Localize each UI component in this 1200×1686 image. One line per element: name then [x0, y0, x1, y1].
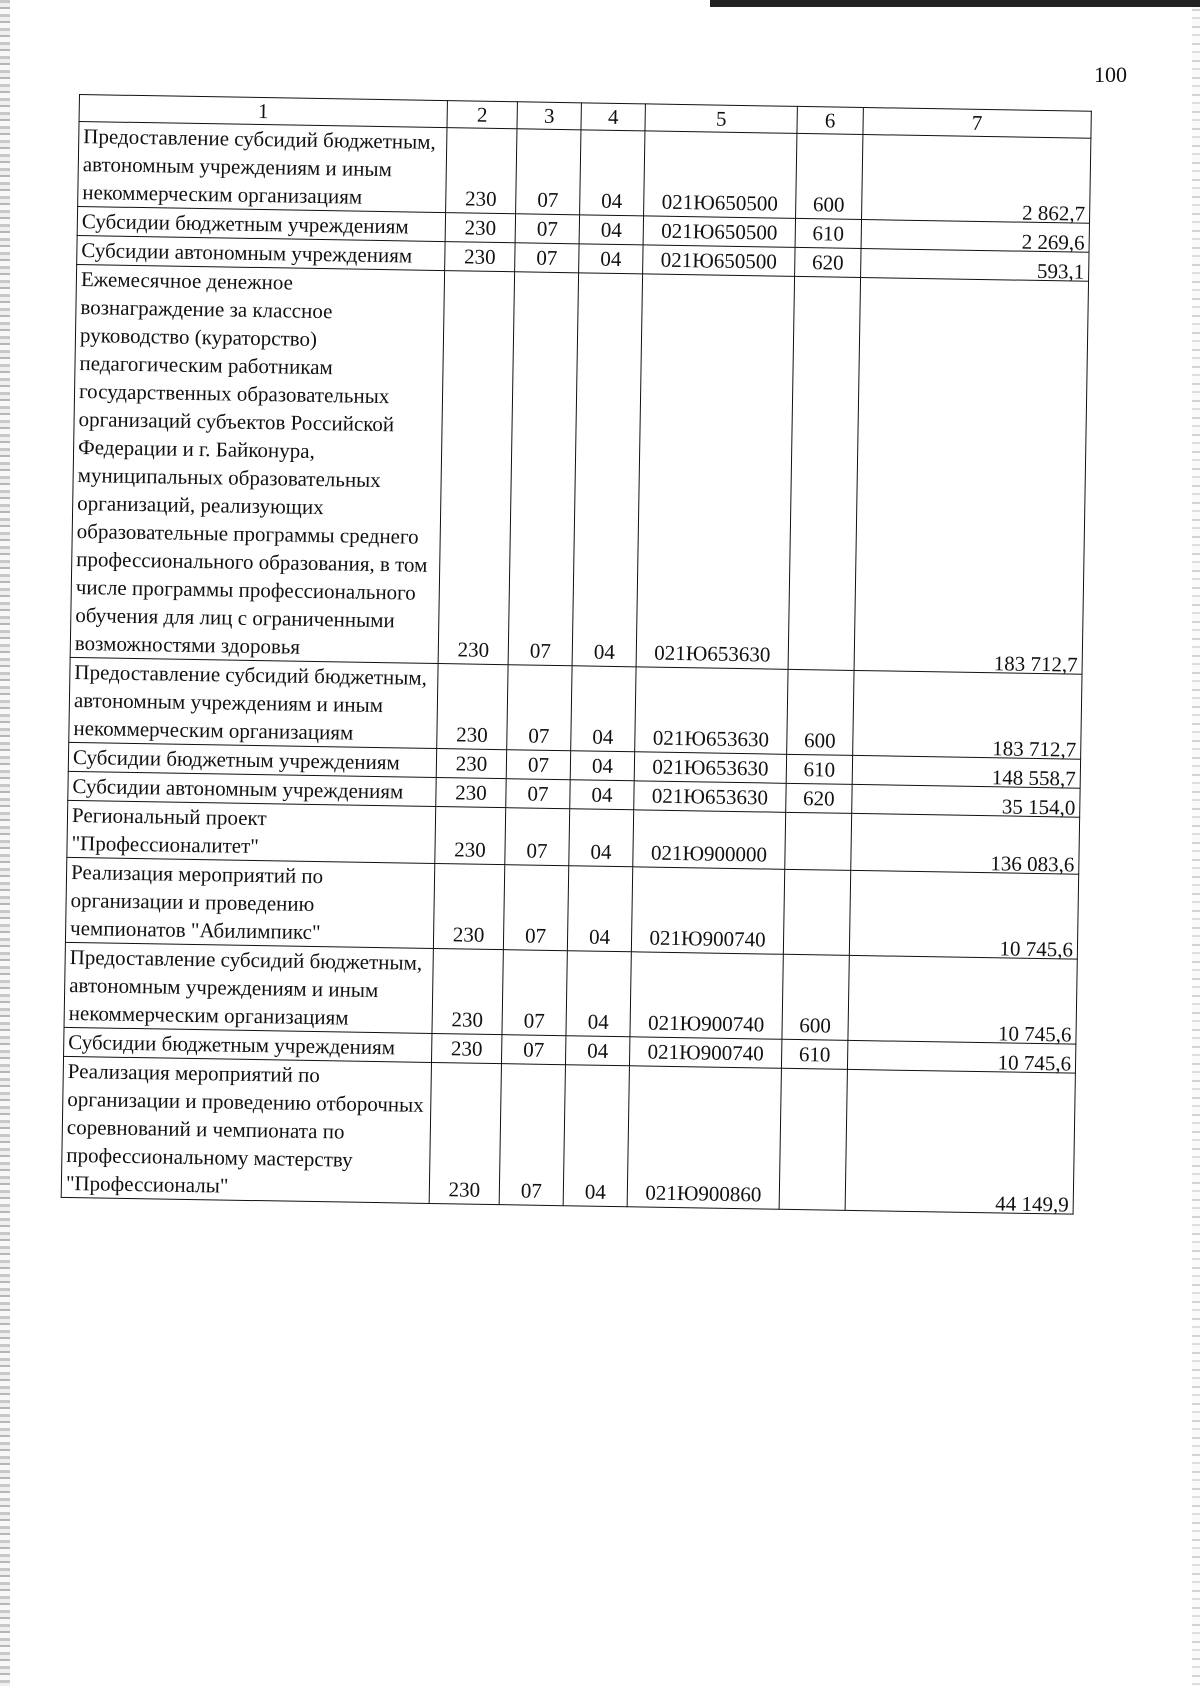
- section-code-cell: 07: [505, 808, 570, 866]
- target-article-cell: 021Ю900740: [631, 867, 784, 955]
- section-code-cell: 07: [515, 214, 579, 244]
- expense-type-cell: 620: [786, 783, 852, 813]
- expense-type-cell: 620: [795, 247, 861, 277]
- section-code-cell: 07: [501, 1035, 565, 1065]
- column-number: 3: [517, 102, 581, 130]
- subsection-code-cell: 04: [566, 951, 631, 1037]
- table-row: [78, 122, 1091, 224]
- section-code-cell: 07: [499, 1064, 565, 1206]
- expense-name-cell: Предоставление субсидий бюджетным, автономным учреждениям и иным некоммерческим организациям: [64, 942, 433, 1033]
- ministry-code-cell: 230: [445, 242, 515, 272]
- scan-left-edge: [0, 0, 10, 1686]
- column-number: 1: [79, 95, 447, 128]
- ministry-code-cell: 230: [436, 749, 506, 779]
- section-code-cell: 07: [506, 750, 570, 780]
- section-code-cell: 07: [515, 243, 579, 273]
- amount-cell: [848, 955, 1077, 1047]
- section-code-cell: 07: [503, 865, 568, 951]
- target-article-cell: 021Ю653630: [634, 781, 786, 813]
- amount-cell: [862, 135, 1091, 224]
- expense-type-cell: 610: [781, 1039, 847, 1069]
- section-code-cell: 07: [507, 665, 572, 751]
- section-code-cell: 07: [502, 950, 567, 1036]
- subsection-code-cell: 04: [563, 1065, 629, 1207]
- expense-type-cell: 600: [787, 669, 854, 755]
- amount-cell: [849, 870, 1078, 962]
- expense-type-cell: 600: [796, 133, 863, 219]
- ministry-code-cell: 230: [437, 664, 508, 750]
- table-row: [65, 857, 1078, 959]
- target-article-cell: 021Ю653630: [636, 274, 794, 669]
- scan-right-edge: [1192, 0, 1200, 1686]
- scan-top-edge: [710, 0, 1200, 7]
- target-article-cell: 021Ю900000: [633, 810, 786, 870]
- ministry-code-cell: 230: [429, 1062, 501, 1204]
- budget-table: [61, 94, 1092, 1215]
- target-article-cell: 021Ю653630: [634, 752, 786, 784]
- expense-name-cell: Субсидии автономным учреждениям: [68, 771, 436, 806]
- ministry-code-cell: 230: [432, 948, 503, 1034]
- amount-cell: [853, 670, 1082, 762]
- table-row: [70, 264, 1088, 674]
- section-code-cell: 07: [508, 272, 579, 666]
- amount-value: 183 712,7: [993, 651, 1078, 677]
- subsection-code-cell: 04: [567, 866, 632, 952]
- amount-cell: [854, 277, 1088, 677]
- ministry-code-cell: 230: [431, 1033, 501, 1063]
- amount-value: 2 269,6: [1021, 229, 1085, 255]
- document-sheet: [61, 94, 1092, 1215]
- amount-value: 10 745,6: [997, 1050, 1072, 1076]
- ministry-code-cell: 230: [435, 807, 506, 865]
- expense-type-cell: [788, 276, 861, 670]
- expense-name-cell: Реализация мероприятий по организации и проведению чемпионатов "Абилимпикс": [65, 857, 434, 948]
- subsection-code-cell: 04: [579, 244, 643, 274]
- subsection-code-cell: 04: [570, 751, 634, 781]
- amount-value: 44 149,9: [995, 1191, 1069, 1217]
- expense-name-cell: Субсидии бюджетным учреждениям: [68, 742, 436, 777]
- expense-type-cell: 610: [795, 218, 861, 248]
- subsection-code-cell: 04: [579, 215, 643, 245]
- expense-name-cell: Реализация мероприятий по организации и проведению отборочных соревнований и чемпионата по профессиональному мастерству "Профессионалы": [61, 1056, 431, 1203]
- table-row: [61, 1056, 1075, 1214]
- expense-type-cell: 610: [786, 754, 852, 784]
- expense-name-cell: Предоставление субсидий бюджетным, автономным учреждениям и иным некоммерческим организациям: [78, 122, 447, 213]
- expense-type-cell: [783, 869, 850, 955]
- column-number: 7: [863, 108, 1091, 139]
- amount-cell: [845, 1069, 1075, 1217]
- ministry-code-cell: 230: [433, 864, 504, 950]
- section-code-cell: 07: [516, 129, 581, 215]
- section-code-cell: 07: [506, 779, 570, 809]
- subsection-code-cell: 04: [571, 666, 636, 752]
- target-article-cell: 021Ю650500: [643, 216, 795, 248]
- subsection-code-cell: 04: [565, 1036, 629, 1066]
- amount-value: 10 745,6: [997, 1021, 1072, 1047]
- amount-value: 183 712,7: [992, 736, 1077, 762]
- subsection-code-cell: 04: [580, 130, 645, 216]
- target-article-cell: 021Ю900740: [629, 1037, 781, 1069]
- column-number: 6: [797, 106, 863, 134]
- ministry-code-cell: 230: [436, 778, 506, 808]
- expense-name-cell: Субсидии бюджетным учреждениям: [77, 206, 445, 241]
- target-article-cell: 021Ю653630: [635, 667, 788, 755]
- expense-name-cell: Предоставление субсидий бюджетным, автономным учреждениям и иным некоммерческим организациям: [69, 657, 438, 748]
- ministry-code-cell: 230: [445, 213, 515, 243]
- expense-name-cell: Ежемесячное денежное вознаграждение за классное руководство (кураторство) педагогическим работникам государственных образовательных организаций субъектов Российской Федерации и г. Байконура, муниципальных образовательных организаций, реализующих образовательные программы среднего профессионального образования, в том числе программы профессионального обучения для лиц с ограниченными возможностями здоровья: [70, 264, 444, 663]
- subsection-code-cell: 04: [570, 780, 634, 810]
- amount-value: 2 862,7: [1021, 200, 1086, 226]
- ministry-code-cell: 230: [438, 271, 515, 665]
- amount-value: 10 745,6: [999, 936, 1074, 962]
- column-number: 2: [447, 101, 517, 129]
- target-article-cell: 021Ю900860: [627, 1066, 781, 1210]
- expense-type-cell: [785, 812, 852, 870]
- table-row: [69, 657, 1082, 759]
- expense-name-cell: Субсидии бюджетным учреждениям: [64, 1027, 432, 1062]
- table-row: [64, 942, 1077, 1044]
- amount-value: 593,1: [1036, 258, 1085, 284]
- expense-name-cell: Субсидии автономным учреждениям: [77, 235, 445, 270]
- target-article-cell: 021Ю650500: [644, 131, 797, 219]
- amount-cell: [851, 813, 1080, 877]
- page-number: 100: [1094, 62, 1127, 87]
- column-number: 5: [645, 104, 797, 134]
- ministry-code-cell: 230: [446, 128, 517, 214]
- column-number: 4: [581, 103, 645, 131]
- amount-value: 136 083,6: [990, 851, 1075, 877]
- amount-value: 148 558,7: [991, 765, 1076, 791]
- target-article-cell: 021Ю900740: [630, 952, 783, 1040]
- expense-type-cell: [779, 1068, 847, 1210]
- subsection-code-cell: 04: [569, 809, 634, 867]
- subsection-code-cell: 04: [572, 273, 643, 667]
- target-article-cell: 021Ю650500: [643, 245, 795, 277]
- expense-type-cell: 600: [782, 954, 849, 1040]
- amount-value: 35 154,0: [1001, 794, 1076, 820]
- expense-name-cell: Региональный проект "Профессионалитет": [67, 800, 436, 863]
